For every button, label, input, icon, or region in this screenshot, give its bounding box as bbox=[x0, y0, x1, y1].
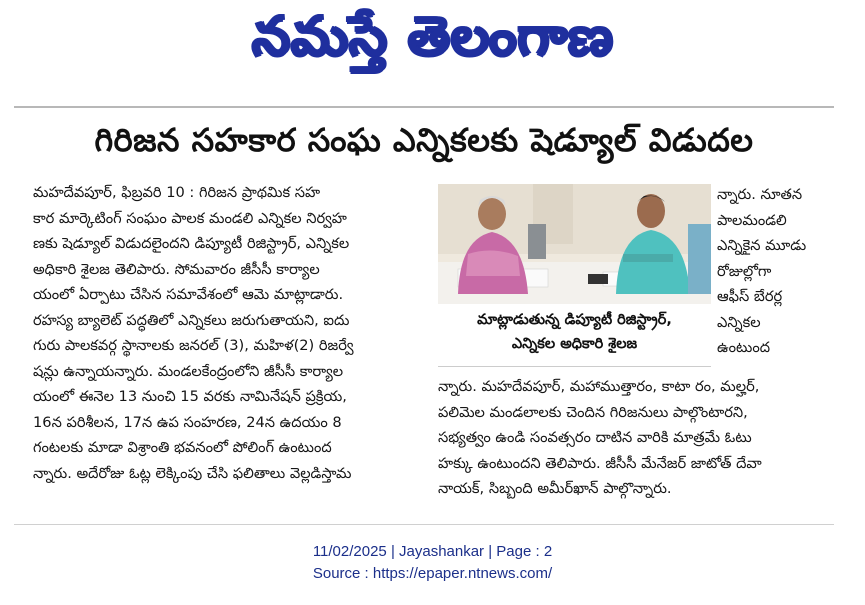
text-line: యంలో ఈనెల 13 నుంచి 15 వరకు నామినేషన్ ప్రక్రియ, bbox=[33, 388, 347, 405]
caption-line-2: ఎన్నికల అధికారి శైలజ bbox=[511, 336, 638, 352]
text-line: కార మార్కెటింగ్ సంఘం పాలక మండలి ఎన్నికల నిర్వహ bbox=[33, 209, 347, 227]
text-line: పాలమండలి bbox=[717, 211, 787, 229]
text-line: షన్లు ఉన్నాయన్నారు. మండలకేంద్రంలోని జీసీసీ కార్యాల bbox=[33, 362, 344, 380]
text-line: న్నారు. నూతన bbox=[717, 186, 803, 203]
text-line: మహదేవపూర్, ఫిబ్రవరి 10 : గిరిజన ప్రాథమిక సహ bbox=[33, 184, 321, 201]
text-line: పలిమెల మండలాలకు చెందిన గిరిజనులు పాల్గొంటారని, bbox=[438, 403, 748, 421]
text-line: గురు పాలకవర్గ స్థానాలకు జనరల్ (3), మహిళ(2) రిజర్వే bbox=[33, 337, 354, 354]
text-line: ఎన్నికైన మూడు bbox=[717, 237, 807, 254]
text-line: గంటలకు మాడా విశ్రాంతి భవనంలో పోలింగ్ ఉంటుంద bbox=[33, 439, 332, 456]
text-line: సభ్యత్వం ఉండి సంవత్సరం దాటిన వారికి మాత్రమే ఓటు bbox=[438, 429, 752, 446]
photo-illustration bbox=[438, 184, 711, 304]
text-line: ఆఫీస్ బేరర్ల bbox=[717, 288, 783, 305]
headline-top-rule bbox=[14, 106, 834, 108]
text-line: యంలో ఏర్పాటు చేసిన సమావేశంలో ఆమె మాట్లాడారు. bbox=[33, 286, 344, 303]
article-headline: గిరిజన సహకార సంఘ ఎన్నికలకు షెడ్యూల్ విడుదల bbox=[94, 121, 754, 159]
text-line: రోజుల్లోగా bbox=[717, 262, 772, 280]
article-bottom-column bbox=[438, 374, 843, 502]
text-line: న్నారు. మహదేవపూర్, మహాముత్తారం, కాటా రం, మల్హర్, bbox=[438, 378, 760, 395]
text-line: నాయక్, సిబ్బంది అమీర్‌ఖాన్ పాల్గొన్నారు. bbox=[438, 480, 672, 497]
text-line: ఎన్నికల bbox=[717, 313, 761, 331]
article-bottom-rule bbox=[14, 524, 834, 525]
footer-edition-info: 11/02/2025 | Jayashankar | Page : 2 bbox=[312, 543, 553, 560]
text-line: అధికారి శైలజ తెలిపారు. సోమవారం జీసీసీ కార్యాల bbox=[33, 260, 320, 278]
article-right-column bbox=[717, 182, 827, 361]
text-line: హక్కు ఉంటుందని తెలిపారు. జీసీసీ మేనేజర్ జాటోత్ దేవా bbox=[438, 454, 762, 472]
page-footer bbox=[0, 541, 865, 585]
newspaper-masthead bbox=[0, 0, 865, 80]
footer-source: Source : https://epaper.ntnews.com/ bbox=[312, 565, 553, 582]
article-left-column bbox=[33, 180, 431, 486]
text-line: ఉంటుంద bbox=[717, 339, 771, 356]
article-photo bbox=[438, 184, 711, 304]
caption-line-1: మాట్లాడుతున్న డిప్యూటీ రిజిస్ట్రార్, bbox=[477, 312, 672, 328]
text-line: న్నారు. అదేరోజు ఓట్ల లెక్కింపు చేసి ఫలితాలు వెల్లడిస్తామ bbox=[33, 464, 352, 482]
masthead-logo: నమస్తే తెలంగాణ bbox=[251, 4, 614, 67]
text-line: 16న పరిశీలన, 17న ఉప సంహరణ, 24న ఉదయం 8 bbox=[33, 413, 342, 431]
text-line: రహస్య బ్యాలెట్ పద్ధతిలో ఎన్నికలు జరుగుతాయని, ఐదు bbox=[33, 311, 350, 329]
text-line: ణకు షెడ్యూల్ విడుదలైందని డిప్యూటీ రిజిస్ట్రార్, ఎన్నికల bbox=[33, 235, 350, 252]
photo-caption bbox=[438, 308, 711, 356]
